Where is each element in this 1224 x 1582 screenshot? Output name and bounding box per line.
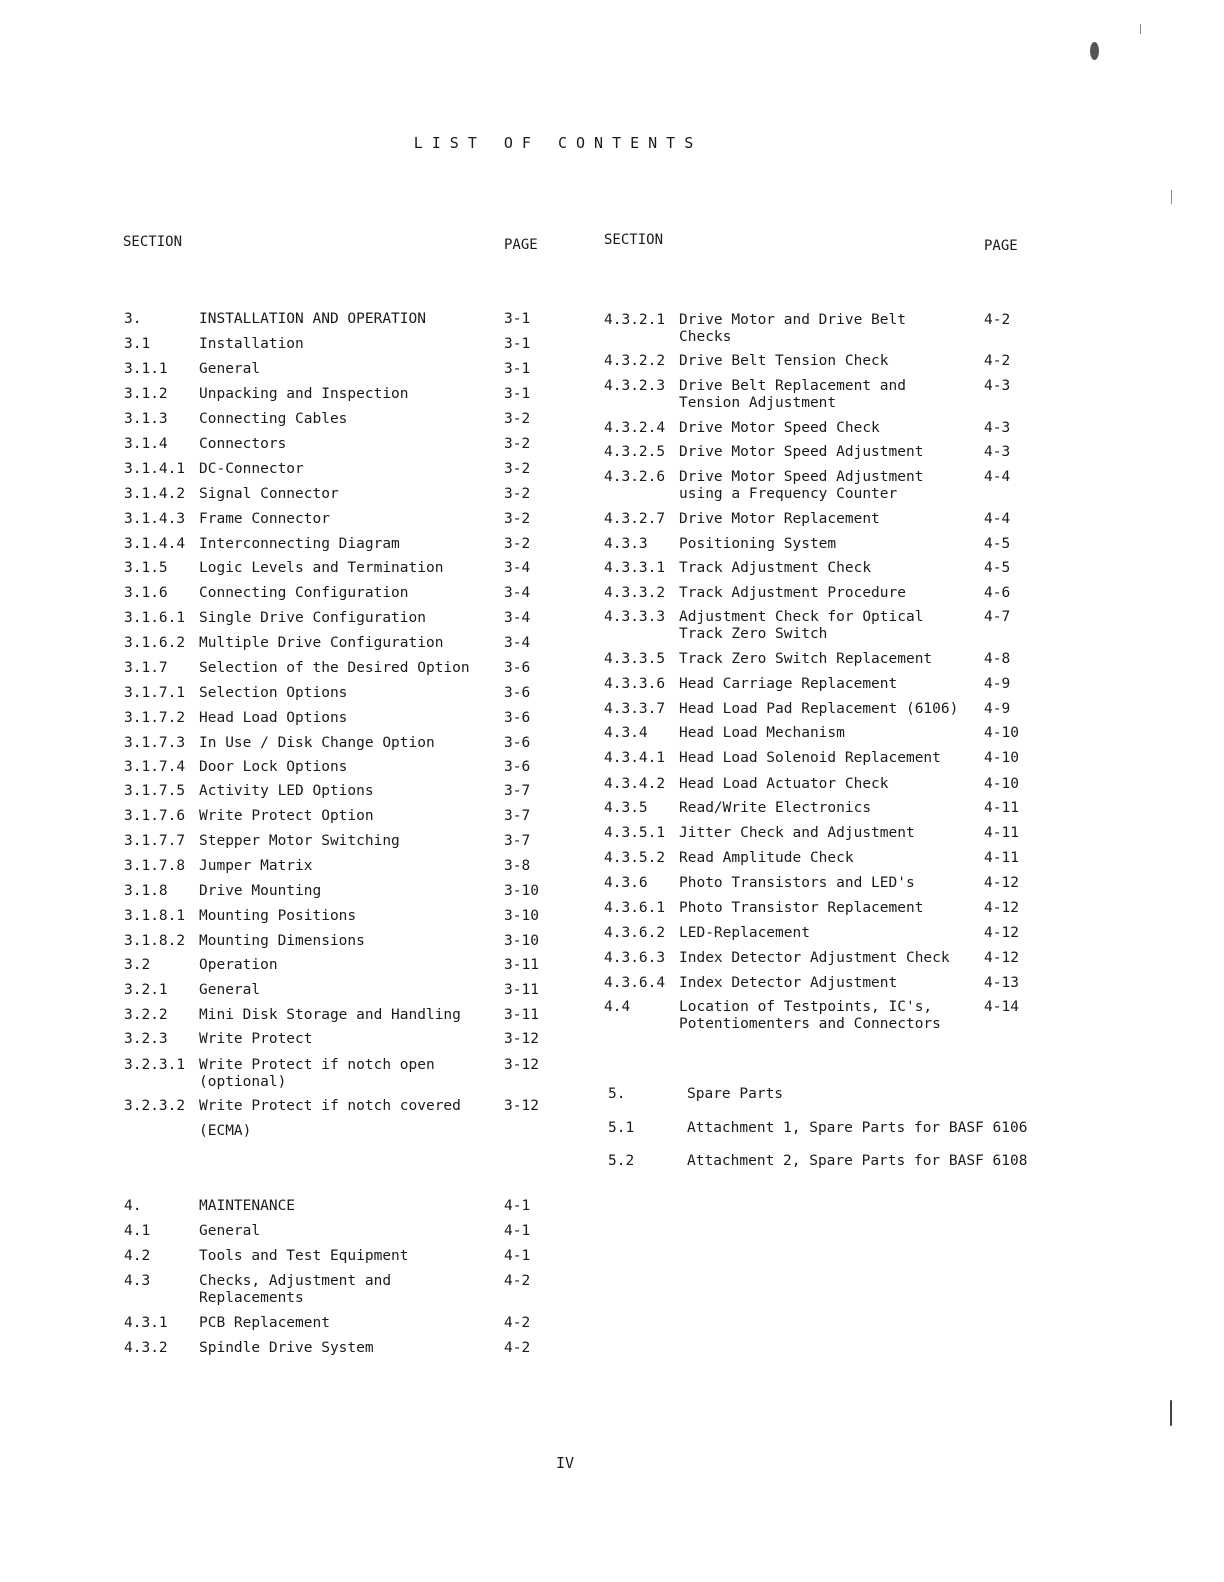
page-ref: 3-1 (504, 361, 531, 377)
page-ref: 3-6 (504, 660, 531, 676)
section-title: Track Adjustment Check (679, 560, 872, 576)
page-ref: 3-1 (504, 386, 531, 402)
page-ref: 3-7 (504, 783, 531, 799)
scan-mark (1170, 1400, 1172, 1426)
section-title: Spare Parts (687, 1086, 784, 1102)
page-ref: 3-4 (504, 560, 531, 576)
section-title: Drive Motor Speed Adjustment using a Frequency Counter (679, 469, 924, 502)
section-title: Mounting Dimensions (199, 933, 365, 949)
section-title: DC-Connector (199, 461, 304, 477)
section-title: Attachment 2, Spare Parts for BASF 6108 (687, 1153, 1028, 1169)
section-title: Write Protect if notch open (optional) (199, 1057, 435, 1090)
section-title: Head Load Actuator Check (679, 776, 889, 792)
section-number: 3.1.7.4 (124, 759, 186, 775)
section-title: Head Load Pad Replacement (6106) (679, 701, 959, 717)
section-number: 3.1.7.7 (124, 833, 186, 849)
section-title: Drive Mounting (199, 883, 322, 899)
section-number: 4.3.4.2 (604, 776, 666, 792)
page-ref: 3-4 (504, 585, 531, 601)
page-ref: 4-12 (984, 950, 1019, 966)
page-ref: 4-10 (984, 750, 1019, 766)
section-number: 3.1.8.2 (124, 933, 186, 949)
section-title: Drive Motor Replacement (679, 511, 880, 527)
page-ref: 3-12 (504, 1031, 539, 1047)
page-ref: 4-1 (504, 1198, 531, 1214)
section-title: Spindle Drive System (199, 1340, 374, 1356)
section-title: Adjustment Check for Optical Track Zero Switch (679, 609, 924, 642)
page-ref: 4-9 (984, 701, 1011, 717)
section-title: Selection Options (199, 685, 348, 701)
section-number: 4.3.2.7 (604, 511, 666, 527)
page-ref: 3-6 (504, 710, 531, 726)
section-title: General (199, 982, 261, 998)
section-number: 4.3.2.3 (604, 378, 666, 394)
page-ref: 4-4 (984, 511, 1011, 527)
section-number: 5.2 (608, 1153, 635, 1169)
section-title: Installation (199, 336, 304, 352)
page-ref: 4-11 (984, 800, 1019, 816)
section-number: 4.3.6.1 (604, 900, 666, 916)
section-title: Head Carriage Replacement (679, 676, 898, 692)
section-number: 4.4 (604, 999, 631, 1015)
section-title: General (199, 361, 261, 377)
page-ref: 3-7 (504, 833, 531, 849)
page-ref: 3-4 (504, 635, 531, 651)
section-number: 3.1.6.2 (124, 635, 186, 651)
section-title: Single Drive Configuration (199, 610, 426, 626)
section-number: 3.2.1 (124, 982, 168, 998)
section-title: Connecting Cables (199, 411, 348, 427)
section-title: Connecting Configuration (199, 585, 409, 601)
section-title: Interconnecting Diagram (199, 536, 400, 552)
section-number: 4.3.4 (604, 725, 648, 741)
section-number: 3.1.7.5 (124, 783, 186, 799)
section-number: 4.3.3.7 (604, 701, 666, 717)
section-title: Drive Belt Tension Check (679, 353, 889, 369)
page-ref: 4-8 (984, 651, 1011, 667)
section-number: 5. (608, 1086, 626, 1102)
page-ref: 4-2 (984, 312, 1011, 328)
page-ref: 3-12 (504, 1098, 539, 1114)
section-number: 4.3.5.1 (604, 825, 666, 841)
section-number: 4.2 (124, 1248, 151, 1264)
page-ref: 4-10 (984, 725, 1019, 741)
left-page-header: PAGE (504, 237, 538, 253)
section-number: 3.1.5 (124, 560, 168, 576)
section-number: 3.2.3.2 (124, 1098, 186, 1114)
section-title: Signal Connector (199, 486, 339, 502)
page-number: IV (556, 1454, 575, 1472)
section-number: 4.3.6.4 (604, 975, 666, 991)
page-ref: 4-10 (984, 776, 1019, 792)
section-number: 3.1.8.1 (124, 908, 186, 924)
section-number: 5.1 (608, 1120, 635, 1136)
section-title: General (199, 1223, 261, 1239)
section-title: Write Protect Option (199, 808, 374, 824)
section-title: Multiple Drive Configuration (199, 635, 444, 651)
page-ref: 4-9 (984, 676, 1011, 692)
section-number: 4.3.2.1 (604, 312, 666, 328)
section-title: Jumper Matrix (199, 858, 313, 874)
section-number: 3.1.4.2 (124, 486, 186, 502)
section-number: 3.2 (124, 957, 151, 973)
page-ref: 4-12 (984, 925, 1019, 941)
page-ref: 3-10 (504, 883, 539, 899)
page-ref: 3-1 (504, 311, 531, 327)
section-number: 4.3.6.3 (604, 950, 666, 966)
page-ref: 4-1 (504, 1223, 531, 1239)
section-title: Head Load Solenoid Replacement (679, 750, 941, 766)
page-ref: 4-7 (984, 609, 1011, 625)
section-title: Drive Motor Speed Adjustment (679, 444, 924, 460)
section-title: Head Load Mechanism (679, 725, 845, 741)
page-title: LIST OF CONTENTS (413, 134, 703, 152)
section-title: Track Zero Switch Replacement (679, 651, 933, 667)
page-ref: 3-2 (504, 461, 531, 477)
section-number: 3.1.7.1 (124, 685, 186, 701)
section-number: 3.1.1 (124, 361, 168, 377)
page-ref: 4-2 (984, 353, 1011, 369)
section-title: Activity LED Options (199, 783, 374, 799)
page-ref: 3-1 (504, 336, 531, 352)
left-section-header: SECTION (123, 234, 183, 250)
page-ref: 3-2 (504, 436, 531, 452)
page-ref: 4-11 (984, 825, 1019, 841)
page-ref: 3-7 (504, 808, 531, 824)
right-section-header: SECTION (604, 232, 664, 248)
section-title: Read Amplitude Check (679, 850, 854, 866)
section-number: 3.1.4.1 (124, 461, 186, 477)
section-title: Read/Write Electronics (679, 800, 872, 816)
section-title: Head Load Options (199, 710, 348, 726)
page-ref: 4-6 (984, 585, 1011, 601)
page-ref: 4-12 (984, 875, 1019, 891)
section-number: 4.3.2.5 (604, 444, 666, 460)
section-number: 4.3.2.6 (604, 469, 666, 485)
section-number: 4.3.2.4 (604, 420, 666, 436)
section-number: 3.1 (124, 336, 151, 352)
page-ref: 3-11 (504, 957, 539, 973)
section-number: 3.1.6.1 (124, 610, 186, 626)
section-title: Index Detector Adjustment (679, 975, 898, 991)
page-ref: 3-2 (504, 486, 531, 502)
page-ref: 3-8 (504, 858, 531, 874)
section-title: Track Adjustment Procedure (679, 585, 906, 601)
page-ref: 4-2 (504, 1315, 531, 1331)
section-number: 3.1.4.4 (124, 536, 186, 552)
section-number: 4.3.5 (604, 800, 648, 816)
section-title: Door Lock Options (199, 759, 348, 775)
page-ref: 4-3 (984, 420, 1011, 436)
section-title: Stepper Motor Switching (199, 833, 400, 849)
section-number: 3.1.2 (124, 386, 168, 402)
section-number: 3.1.7.6 (124, 808, 186, 824)
section-number: 3.1.8 (124, 883, 168, 899)
section-number: 4.3.3.5 (604, 651, 666, 667)
section-title: Mini Disk Storage and Handling (199, 1007, 461, 1023)
page-ref: 4-13 (984, 975, 1019, 991)
section-title: Index Detector Adjustment Check (679, 950, 950, 966)
scan-speck (1090, 42, 1099, 60)
section-title: MAINTENANCE (199, 1198, 296, 1214)
scan-mark (1171, 190, 1172, 204)
section-title: Selection of the Desired Option (199, 660, 470, 676)
section-title: Tools and Test Equipment (199, 1248, 409, 1264)
section-title: Unpacking and Inspection (199, 386, 409, 402)
section-number: 4.3.3.1 (604, 560, 666, 576)
scan-mark (1140, 24, 1141, 34)
section-title: Photo Transistor Replacement (679, 900, 924, 916)
page-ref: 4-11 (984, 850, 1019, 866)
section-number: 4.3.1 (124, 1315, 168, 1331)
section-title: Frame Connector (199, 511, 330, 527)
page-ref: 3-10 (504, 908, 539, 924)
section-number: 3.1.7.8 (124, 858, 186, 874)
section-number: 4.3.6 (604, 875, 648, 891)
section-title: Connectors (199, 436, 287, 452)
page-ref: 4-12 (984, 900, 1019, 916)
section-title: Attachment 1, Spare Parts for BASF 6106 (687, 1120, 1028, 1136)
section-number: 4.3.3 (604, 536, 648, 552)
page-ref: 4-2 (504, 1340, 531, 1356)
page-ref: 3-12 (504, 1057, 539, 1073)
page-ref: 4-3 (984, 444, 1011, 460)
section-title: Positioning System (679, 536, 837, 552)
section-number: 4.3.3.2 (604, 585, 666, 601)
page-ref: 3-6 (504, 685, 531, 701)
section-title: INSTALLATION AND OPERATION (199, 311, 426, 327)
section-number: 3.1.7.2 (124, 710, 186, 726)
section-number: 4.3.2.2 (604, 353, 666, 369)
page-ref: 4-4 (984, 469, 1011, 485)
section-number: 3.2.2 (124, 1007, 168, 1023)
section-number: 3.2.3 (124, 1031, 168, 1047)
page-ref: 4-5 (984, 560, 1011, 576)
section-title: Jitter Check and Adjustment (679, 825, 915, 841)
section-title: Mounting Positions (199, 908, 357, 924)
section-number: 4.3.2 (124, 1340, 168, 1356)
page-ref: 3-11 (504, 1007, 539, 1023)
section-title: Location of Testpoints, IC's, Potentiomenters and Connectors (679, 999, 941, 1032)
section-number: 4.3.3.6 (604, 676, 666, 692)
section-number: 3.1.4.3 (124, 511, 186, 527)
page-ref: 3-4 (504, 610, 531, 626)
section-number: 4.3.6.2 (604, 925, 666, 941)
section-number: 4.1 (124, 1223, 151, 1239)
page-ref: 3-6 (504, 735, 531, 751)
section-title: Checks, Adjustment and Replacements (199, 1273, 392, 1306)
section-number: 3.1.6 (124, 585, 168, 601)
section-title: Drive Belt Replacement and Tension Adjustment (679, 378, 906, 411)
page-ref: 4-1 (504, 1248, 531, 1264)
page-ref: 4-5 (984, 536, 1011, 552)
section-number: 4.3 (124, 1273, 151, 1289)
section-title: Write Protect if notch covered (ECMA) (199, 1098, 461, 1139)
section-number: 3.1.7.3 (124, 735, 186, 751)
page-ref: 3-6 (504, 759, 531, 775)
section-title: Operation (199, 957, 278, 973)
section-number: 4.3.3.3 (604, 609, 666, 625)
page-ref: 3-2 (504, 411, 531, 427)
section-number: 3. (124, 311, 142, 327)
page-ref: 3-2 (504, 511, 531, 527)
section-number: 3.1.4 (124, 436, 168, 452)
section-title: Write Protect (199, 1031, 313, 1047)
section-title: Drive Motor Speed Check (679, 420, 880, 436)
right-page-header: PAGE (984, 238, 1018, 254)
page-ref: 3-11 (504, 982, 539, 998)
page-ref: 4-3 (984, 378, 1011, 394)
section-title: Photo Transistors and LED's (679, 875, 915, 891)
section-number: 4. (124, 1198, 142, 1214)
section-number: 4.3.4.1 (604, 750, 666, 766)
section-title: PCB Replacement (199, 1315, 330, 1331)
page-ref: 4-14 (984, 999, 1019, 1015)
section-number: 3.2.3.1 (124, 1057, 186, 1073)
section-number: 3.1.3 (124, 411, 168, 427)
page-ref: 3-10 (504, 933, 539, 949)
page-ref: 3-2 (504, 536, 531, 552)
section-title: Logic Levels and Termination (199, 560, 444, 576)
section-title: In Use / Disk Change Option (199, 735, 435, 751)
section-number: 3.1.7 (124, 660, 168, 676)
section-title: Drive Motor and Drive Belt Checks (679, 312, 906, 345)
section-title: LED-Replacement (679, 925, 810, 941)
page-ref: 4-2 (504, 1273, 531, 1289)
section-number: 4.3.5.2 (604, 850, 666, 866)
